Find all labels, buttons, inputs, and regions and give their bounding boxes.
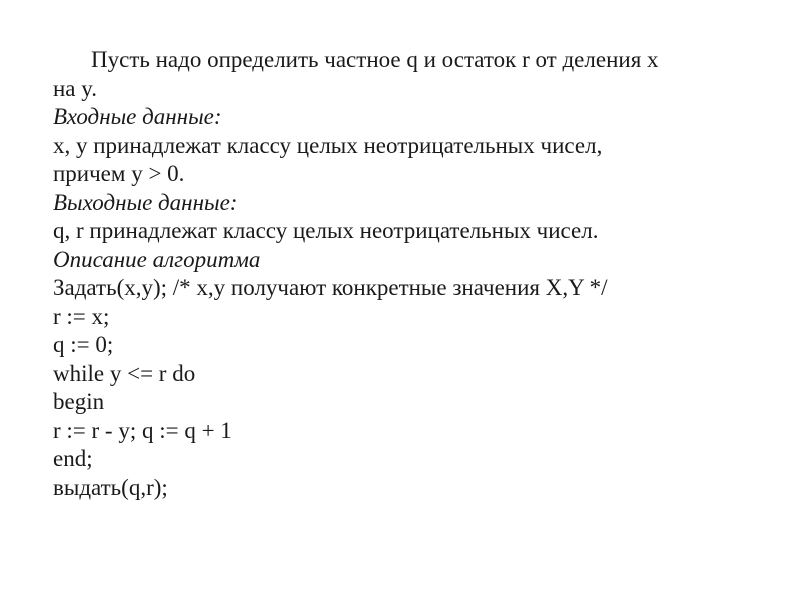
input-data-line-1: x, y принадлежат классу целых неотрицательных чисел,: [53, 132, 603, 158]
intro-line-2: на y.: [53, 75, 98, 101]
intro-line-1: Пусть надо определить частное q и остаток r от деления x: [91, 47, 659, 72]
output-data-line: q, r принадлежат классу целых неотрицательных чисел.: [53, 218, 599, 243]
slide-text-body: [53, 46, 783, 502]
algorithm-line-8: выдать(q,r);: [53, 474, 168, 500]
algorithm-line-2: r := x;: [53, 303, 110, 329]
algorithm-line-4: while y <= r do: [53, 360, 196, 386]
input-data-line-2: причем y > 0.: [53, 161, 185, 186]
algorithm-line-7: end;: [53, 446, 93, 471]
algorithm-line-6: r := r - y; q := q + 1: [53, 417, 232, 443]
algorithm-heading: Описание алгоритма: [53, 246, 261, 272]
algorithm-line-1: Задать(x,y); /* x,y получают конкретные значения X,Y */: [53, 275, 608, 300]
input-data-heading: Входные данные:: [53, 104, 222, 129]
algorithm-line-5: begin: [53, 389, 105, 414]
algorithm-line-3: q := 0;: [53, 332, 114, 357]
output-data-heading: Выходные данные:: [53, 189, 238, 215]
